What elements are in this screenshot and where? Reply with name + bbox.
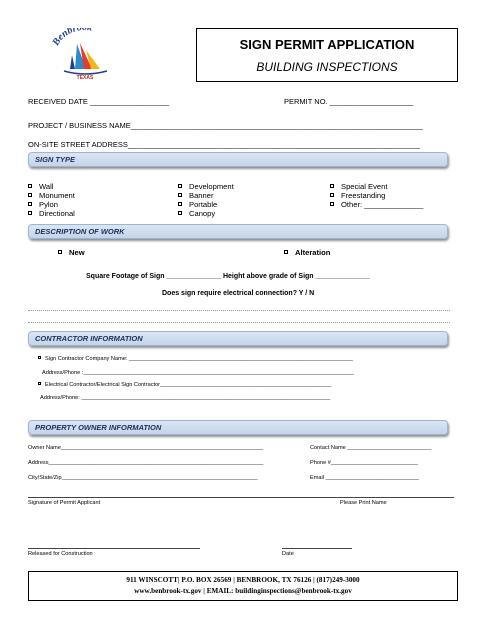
contractor-title: CONTRACTOR INFORMATION [35, 334, 143, 343]
description-line-2[interactable] [28, 322, 450, 323]
checkbox-development[interactable]: Development [178, 182, 234, 191]
date-line[interactable] [282, 548, 352, 549]
received-date-field[interactable]: RECEIVED DATE ___________________ [28, 97, 170, 106]
header-box [196, 28, 458, 82]
sign-type-col2 [178, 182, 234, 218]
checkbox-portable[interactable]: Portable [178, 200, 234, 209]
owner-title: PROPERTY OWNER INFORMATION [35, 423, 162, 432]
checkbox-icon[interactable] [330, 184, 334, 188]
checkbox-icon[interactable] [38, 382, 41, 385]
checkbox-icon[interactable] [178, 193, 182, 197]
contractor-address-field[interactable]: Address/Phone :_______________________________________________________________________________________ [42, 370, 355, 376]
owner-name-field[interactable]: Owner Name_________________________________________________________________ [28, 445, 264, 451]
checkbox-special-event[interactable]: Special Event [330, 182, 423, 191]
email-field[interactable]: Email ______________________________ [310, 475, 419, 481]
electrical-address-field[interactable]: Address/Phone: ________________________________________________________________________________ [40, 395, 331, 401]
checkbox-banner[interactable]: Banner [178, 191, 234, 200]
checkbox-pylon[interactable]: Pylon [28, 200, 75, 209]
logo-subtext: TEXAS [76, 75, 94, 80]
owner-city-field[interactable]: City/State/Zip_______________________________________________________________ [28, 475, 258, 481]
sign-type-header [28, 152, 448, 167]
phone-field[interactable]: Phone #____________________________ [310, 460, 418, 466]
checkbox-icon[interactable] [284, 250, 288, 254]
signature-line[interactable] [28, 497, 454, 498]
electrical-question[interactable]: Does sign require electrical connection? Y / N [162, 290, 315, 297]
sign-type-col3 [330, 182, 423, 209]
sign-type-title: SIGN TYPE [35, 155, 76, 164]
description-title: DESCRIPTION OF WORK [35, 227, 125, 236]
checkbox-icon[interactable] [330, 202, 334, 206]
logo-text: Benbr [50, 28, 78, 48]
checkbox-icon[interactable] [178, 184, 182, 188]
checkbox-alteration[interactable]: Alteration [284, 248, 330, 257]
checkbox-wall[interactable]: Wall [28, 182, 75, 191]
checkbox-icon[interactable] [58, 250, 62, 254]
sign-contractor-field[interactable]: Sign Contractor Company Name: ________________________________________________________________________ [38, 356, 353, 362]
checkbox-icon[interactable] [28, 211, 32, 215]
released-label: Released for Construction [28, 551, 93, 557]
square-footage-field[interactable]: Square Footage of Sign ______________ Height above grade of Sign ______________ [86, 273, 371, 280]
checkbox-monument[interactable]: Monument [28, 191, 75, 200]
owner-header [28, 420, 448, 435]
page-title: SIGN PERMIT APPLICATION [239, 37, 415, 52]
checkbox-other[interactable]: Other: ______________ [330, 200, 423, 209]
street-address-field[interactable]: ON-SITE STREET ADDRESS______________________________________________________________________ [28, 140, 420, 149]
checkbox-icon[interactable] [28, 184, 32, 188]
date-label: Date [282, 551, 294, 557]
footer-contact: www.benbrook-tx.gov | EMAIL: buildinginspections@benbrook-tx.gov [134, 587, 352, 595]
checkbox-icon[interactable] [330, 193, 334, 197]
contact-name-field[interactable]: Contact Name ___________________________ [310, 445, 432, 451]
permit-no-field[interactable]: PERMIT NO. ____________________ [284, 97, 414, 106]
electrical-contractor-field[interactable]: Electrical Contractor/Electrical Sign Contractor_______________________________________________________ [38, 382, 331, 388]
project-name-field[interactable]: PROJECT / BUSINESS NAME______________________________________________________________________ [28, 121, 423, 130]
owner-address-field[interactable]: Address_____________________________________________________________________ [28, 460, 264, 466]
applicant-signature-label: Signature of Permit Applicant [28, 500, 101, 506]
page-subtitle: BUILDING INSPECTIONS [256, 60, 398, 74]
footer-box [28, 571, 458, 601]
checkbox-icon[interactable] [178, 202, 182, 206]
contractor-header [28, 331, 448, 346]
description-header [28, 224, 448, 239]
sign-type-col1 [28, 182, 75, 218]
checkbox-freestanding[interactable]: Freestanding [330, 191, 423, 200]
checkbox-canopy[interactable]: Canopy [178, 209, 234, 218]
description-line-1[interactable] [28, 310, 450, 311]
print-name-label: Please Print Name [340, 500, 387, 506]
checkbox-icon[interactable] [28, 193, 32, 197]
checkbox-icon[interactable] [28, 202, 32, 206]
footer-address: 911 WINSCOTT| P.O. BOX 26569 | BENBROOK, TX 76126 | (817)249-3000 [126, 576, 360, 584]
released-line[interactable] [28, 548, 200, 549]
svg-text:Benbrook [50, 28, 93, 49]
benbrook-logo [50, 28, 120, 80]
checkbox-directional[interactable]: Directional [28, 209, 75, 218]
checkbox-icon[interactable] [38, 356, 41, 359]
checkbox-new[interactable]: New [58, 248, 85, 257]
checkbox-icon[interactable] [178, 211, 182, 215]
